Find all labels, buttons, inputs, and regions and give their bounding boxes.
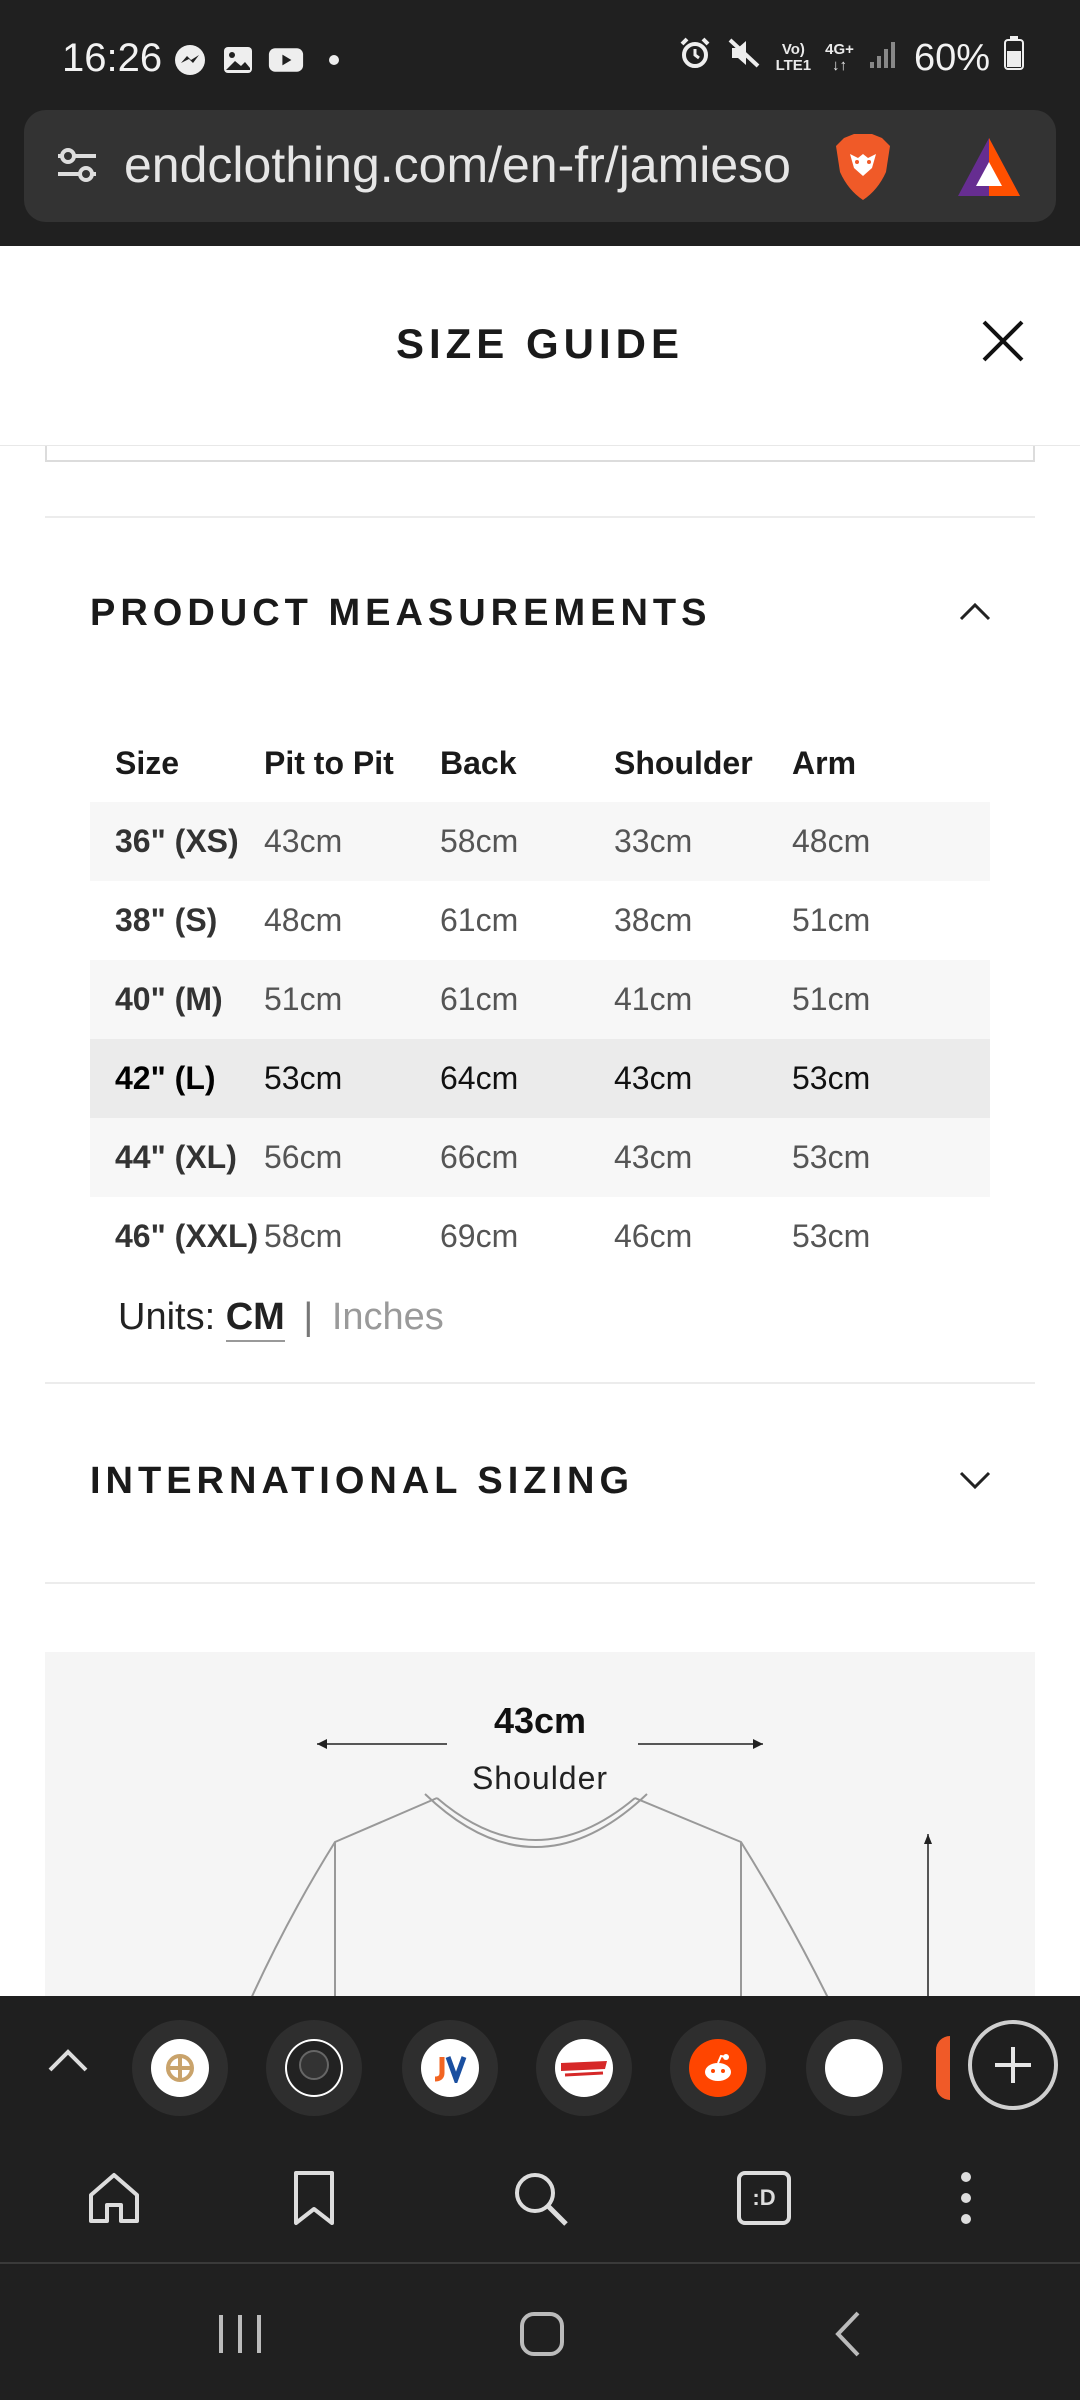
cell-arm: 51cm [792, 902, 871, 938]
recents-icon [215, 2311, 265, 2357]
header-shoulder: Shoulder [614, 744, 753, 781]
tab-favicon-5[interactable] [670, 2020, 766, 2116]
bookmarks-button[interactable] [282, 2166, 346, 2230]
symbol-favicon-icon [151, 2039, 209, 2097]
divider [45, 516, 1035, 518]
cell-pit: 53cm [264, 1060, 343, 1096]
size-selector-edge[interactable] [45, 446, 1035, 462]
cell-back: 66cm [440, 1139, 519, 1175]
cell-pit: 51cm [264, 981, 343, 1017]
tab-favicon-4[interactable] [536, 2020, 632, 2116]
header-pit: Pit to Pit [264, 744, 394, 781]
back-button[interactable] [818, 2304, 878, 2364]
size-table [90, 724, 990, 1276]
cell-size: 38" (S) [115, 902, 218, 938]
browser-toolbar [0, 2130, 1080, 2264]
header-size: Size [115, 744, 180, 781]
measurement-diagram [45, 1652, 1035, 1996]
home-button[interactable] [82, 2166, 146, 2230]
home-nav-button[interactable] [512, 2304, 572, 2364]
cell-shoulder: 43cm [614, 1060, 693, 1096]
cell-arm: 53cm [792, 1218, 871, 1254]
cell-back: 61cm [440, 981, 519, 1017]
volte-label: Vo) LTE1 [775, 41, 812, 74]
close-icon [978, 316, 1028, 366]
chevron-down-icon[interactable] [958, 1470, 992, 1490]
striped-favicon-icon [555, 2039, 613, 2097]
search-button[interactable] [508, 2166, 572, 2230]
cell-arm: 48cm [792, 823, 871, 859]
tab-favicon-3[interactable] [402, 2020, 498, 2116]
bookmark-icon [292, 2169, 336, 2227]
table-row[interactable] [90, 960, 990, 1039]
modal-header [0, 246, 1080, 446]
home-nav-icon [517, 2309, 567, 2359]
youtube-icon [268, 42, 304, 78]
url-text[interactable]: endclothing.com/en-fr/jamieso [124, 137, 791, 193]
network-gen: 4G+ ↓↑ [825, 41, 854, 74]
signal-icon [868, 37, 900, 80]
tab-count: :D [737, 2171, 791, 2225]
chevron-up-icon[interactable] [958, 602, 992, 622]
header-arm: Arm [792, 744, 857, 781]
cell-back: 58cm [440, 823, 519, 859]
tab-strip [0, 1996, 1080, 2130]
messenger-icon [172, 42, 208, 78]
table-row-selected[interactable] [90, 1039, 990, 1118]
status-right [678, 36, 1024, 80]
table-row[interactable] [90, 802, 990, 881]
cell-shoulder: 38cm [614, 902, 693, 938]
battery-text: 60% [913, 36, 990, 79]
plus-icon [989, 2041, 1037, 2089]
tab-favicon-6[interactable] [806, 2020, 902, 2116]
avatar-favicon-icon [285, 2039, 343, 2097]
cell-arm: 53cm [792, 1139, 871, 1175]
table-row[interactable] [90, 881, 990, 960]
tabs-button[interactable] [732, 2166, 796, 2230]
tab-favicon-1[interactable] [132, 2020, 228, 2116]
close-button[interactable] [978, 316, 1028, 366]
table-row[interactable] [90, 1118, 990, 1197]
new-tab-button[interactable] [968, 2020, 1058, 2110]
table-row[interactable] [90, 1197, 990, 1276]
units-cm-option[interactable]: CM [226, 1296, 285, 1342]
jv-favicon-icon [421, 2039, 479, 2097]
alarm-icon [678, 36, 712, 80]
cell-pit: 56cm [264, 1139, 343, 1175]
units-toggle [118, 1296, 444, 1339]
home-icon [85, 2169, 143, 2227]
product-measurements-heading[interactable]: PRODUCT MEASUREMENTS [90, 592, 712, 634]
mute-icon [726, 36, 762, 80]
tab-favicon-2[interactable] [266, 2020, 362, 2116]
back-icon [828, 2309, 868, 2359]
units-separator: | [303, 1296, 314, 1338]
modal-title: SIZE GUIDE [395, 320, 685, 367]
gallery-icon [220, 42, 256, 78]
status-time: 16:26 [62, 36, 163, 80]
dot-icon [316, 42, 352, 78]
bat-rewards-icon[interactable] [954, 134, 1024, 200]
address-bar-container [0, 110, 1080, 246]
cell-back: 69cm [440, 1218, 519, 1254]
divider [45, 1382, 1035, 1384]
cell-shoulder: 46cm [614, 1218, 693, 1254]
table-header [90, 724, 990, 802]
blank-favicon-icon [825, 2039, 883, 2097]
cell-size: 44" (XL) [115, 1139, 237, 1175]
size-guide-page [0, 246, 1080, 1996]
cell-pit: 58cm [264, 1218, 343, 1254]
battery-icon [1004, 36, 1024, 80]
cell-shoulder: 41cm [614, 981, 693, 1017]
cell-size: 42" (L) [115, 1060, 216, 1096]
notification-icons [172, 42, 352, 78]
cell-back: 61cm [440, 902, 519, 938]
cell-size: 36" (XS) [115, 823, 239, 859]
diagram-label: Shoulder [471, 1760, 609, 1796]
address-bar[interactable] [24, 110, 1056, 222]
cell-size: 40" (M) [115, 981, 223, 1017]
cell-pit: 43cm [264, 823, 343, 859]
cell-size: 46" (XXL) [115, 1218, 259, 1254]
cell-back: 64cm [440, 1060, 519, 1096]
cell-arm: 51cm [792, 981, 871, 1017]
cell-pit: 48cm [264, 902, 343, 938]
diagram-value: 43cm [493, 1700, 587, 1741]
site-settings-icon[interactable] [54, 142, 100, 188]
header-back: Back [440, 744, 517, 781]
cell-arm: 53cm [792, 1060, 871, 1096]
partial-tab-favicon[interactable] [936, 2036, 950, 2100]
units-inches-option[interactable]: Inches [331, 1296, 444, 1338]
cell-shoulder: 43cm [614, 1139, 693, 1175]
menu-button[interactable] [934, 2166, 998, 2230]
units-label: Units: [118, 1296, 216, 1338]
more-vertical-icon [956, 2169, 976, 2227]
recents-button[interactable] [210, 2304, 270, 2364]
international-sizing-heading[interactable]: INTERNATIONAL SIZING [90, 1460, 635, 1502]
system-nav-bar [0, 2266, 1080, 2400]
brave-shields-icon[interactable] [830, 132, 896, 202]
cell-shoulder: 33cm [614, 823, 693, 859]
status-bar [0, 0, 1080, 110]
search-icon [510, 2168, 570, 2228]
chevron-up-icon[interactable] [44, 2040, 92, 2080]
divider [45, 1582, 1035, 1584]
reddit-icon [689, 2039, 747, 2097]
